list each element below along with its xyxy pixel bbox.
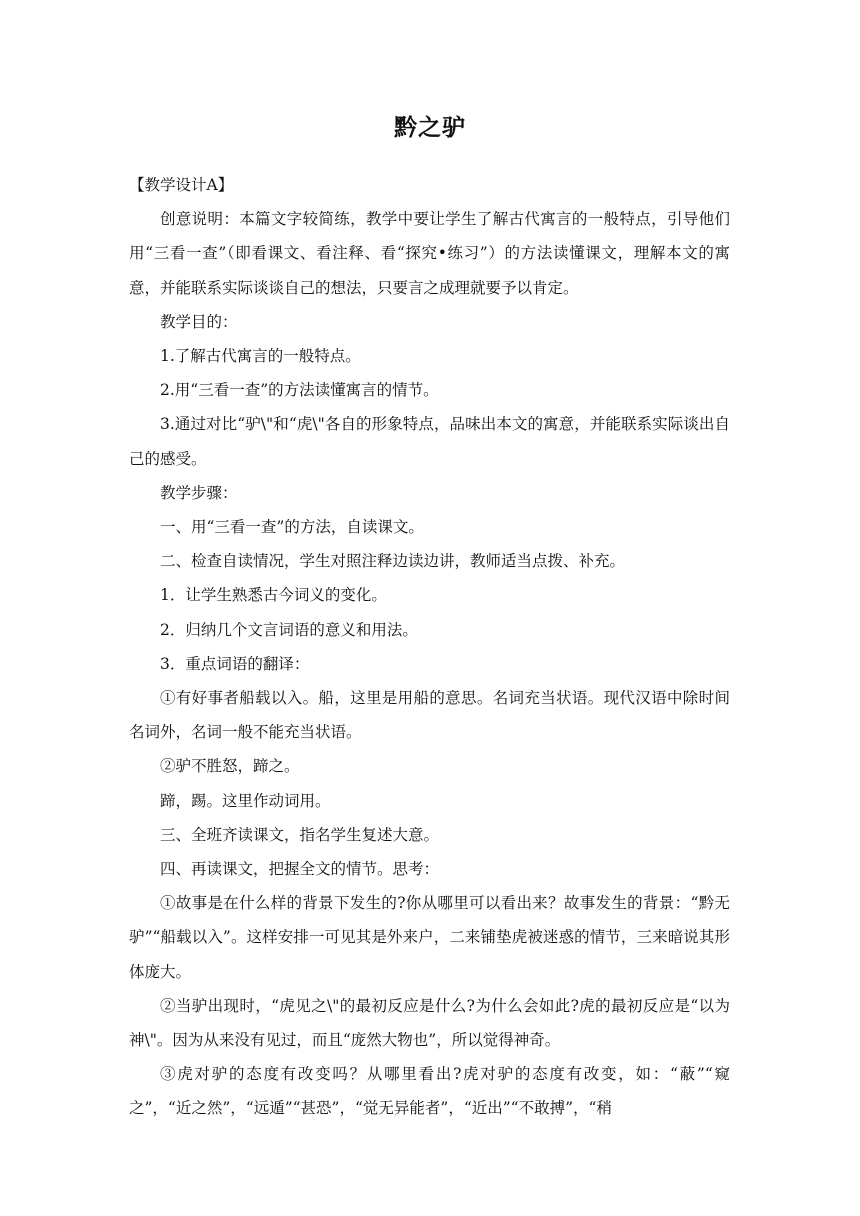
body-paragraph: 1.了解古代寓言的一般特点。 bbox=[160, 347, 361, 366]
body-paragraph: 二、检查自读情况，学生对照注释边读边讲，教师适当点拨、补充。 bbox=[160, 552, 626, 571]
body-paragraph: 教学步骤： bbox=[160, 483, 238, 502]
body-paragraph: 蹄，踢。这里作动词用。 bbox=[160, 791, 331, 810]
body-paragraph: 3.通过对比“驴\"和“虎\"各自的形象特点，品味出本文的寓意，并能联系实际谈出自己的感受。 bbox=[129, 415, 730, 468]
body-paragraph: ②当驴出现时，“虎见之\"的最初反应是什么?为什么会如此?虎的最初反应是“以为神\"。因为从来没有见过，而且“庞然大物也”，所以觉得神奇。 bbox=[129, 996, 730, 1050]
body-paragraph: 2.用“三看一查”的方法读懂寓言的情节。 bbox=[160, 381, 439, 400]
body-paragraph: ①故事是在什么样的背景下发生的?你从哪里可以看出来？故事发生的背景：“黔无驴”“船载以入”。这样安排一可见其是外来户，二来铺垫虎被迷惑的情节，三来暗说其形体庞大。 bbox=[129, 894, 730, 981]
document-body bbox=[129, 168, 730, 1126]
body-paragraph: 1．让学生熟悉古今词义的变化。 bbox=[160, 586, 387, 605]
body-paragraph: 一、用“三看一查”的方法，自读课文。 bbox=[160, 518, 424, 537]
body-paragraph: 创意说明：本篇文字较简练，教学中要让学生了解古代寓言的一般特点，引导他们用“三看一查”（即看课文、看注释、看“探究•练习”）的方法读懂课文，理解本文的寓意，并能联系实际谈谈自己的想法，只要言之成理就要予以肯定。 bbox=[129, 210, 730, 297]
body-paragraph: 三、全班齐读课文，指名学生复述大意。 bbox=[160, 825, 440, 844]
body-paragraph: 3．重点词语的翻译： bbox=[160, 654, 310, 673]
body-paragraph: ③虎对驴的态度有改变吗？从哪里看出?虎对驴的态度有改变，如：“蔽”“窥之”，“近之然”，“远遁”“甚恐”，“觉无异能者”，“近出”“不敢搏”，“稍 bbox=[129, 1065, 730, 1118]
body-paragraph: 2．归纳几个文言词语的意义和用法。 bbox=[160, 620, 418, 639]
body-paragraph: 教学目的： bbox=[160, 312, 238, 331]
body-paragraph: ②驴不胜怒，蹄之。 bbox=[160, 757, 300, 776]
body-paragraph: 四、再读课文，把握全文的情节。思考： bbox=[160, 860, 440, 879]
section-heading: 【教学设计A】 bbox=[129, 176, 234, 194]
body-paragraph: ①有好事者船载以入。船，这里是用船的意思。名词充当状语。现代汉语中除时间名词外，名词一般不能充当状语。 bbox=[129, 689, 730, 742]
document-title: 黔之驴 bbox=[394, 115, 466, 141]
